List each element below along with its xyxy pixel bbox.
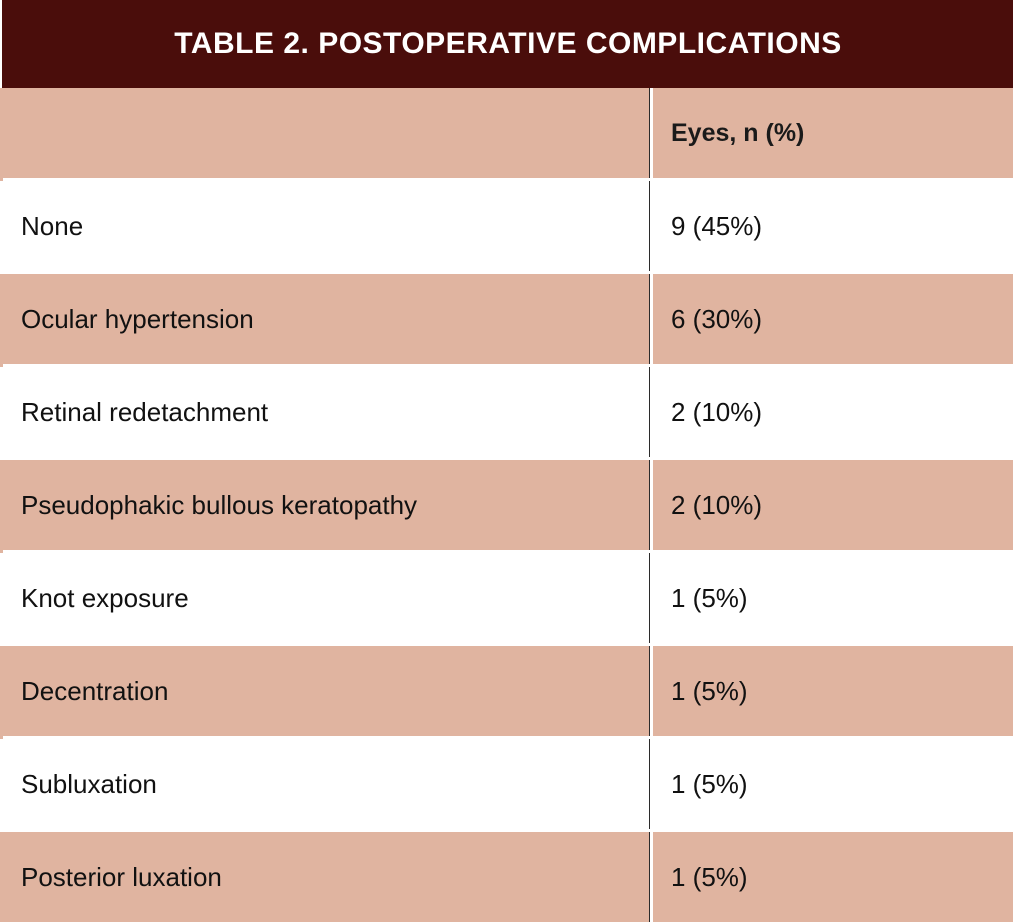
table-row: [2, 645, 1013, 738]
table-row: [2, 738, 1013, 831]
row-label: Pseudophakic bullous keratopathy: [2, 459, 652, 552]
row-value: 9 (45%): [652, 180, 1013, 273]
table-header-row: [2, 88, 1013, 180]
row-value: 1 (5%): [652, 552, 1013, 645]
row-label: Ocular hypertension: [2, 273, 652, 366]
table-row: [2, 273, 1013, 366]
table-row: [2, 459, 1013, 552]
row-value: 1 (5%): [652, 831, 1013, 922]
column-header-blank: [2, 88, 652, 180]
table-title-row: [2, 0, 1013, 88]
table-row: [2, 552, 1013, 645]
row-label: Retinal redetachment: [2, 366, 652, 459]
row-label: Subluxation: [2, 738, 652, 831]
row-label: Posterior luxation: [2, 831, 652, 922]
row-value: 1 (5%): [652, 738, 1013, 831]
row-value: 6 (30%): [652, 273, 1013, 366]
column-header-eyes: Eyes, n (%): [652, 88, 1013, 180]
row-value: 2 (10%): [652, 459, 1013, 552]
row-value: 2 (10%): [652, 366, 1013, 459]
row-label: None: [2, 180, 652, 273]
row-label: Decentration: [2, 645, 652, 738]
table-row: [2, 831, 1013, 922]
row-value: 1 (5%): [652, 645, 1013, 738]
table-row: [2, 180, 1013, 273]
table-title: TABLE 2. POSTOPERATIVE COMPLICATIONS: [2, 0, 1013, 88]
table-row: [2, 366, 1013, 459]
row-label: Knot exposure: [2, 552, 652, 645]
